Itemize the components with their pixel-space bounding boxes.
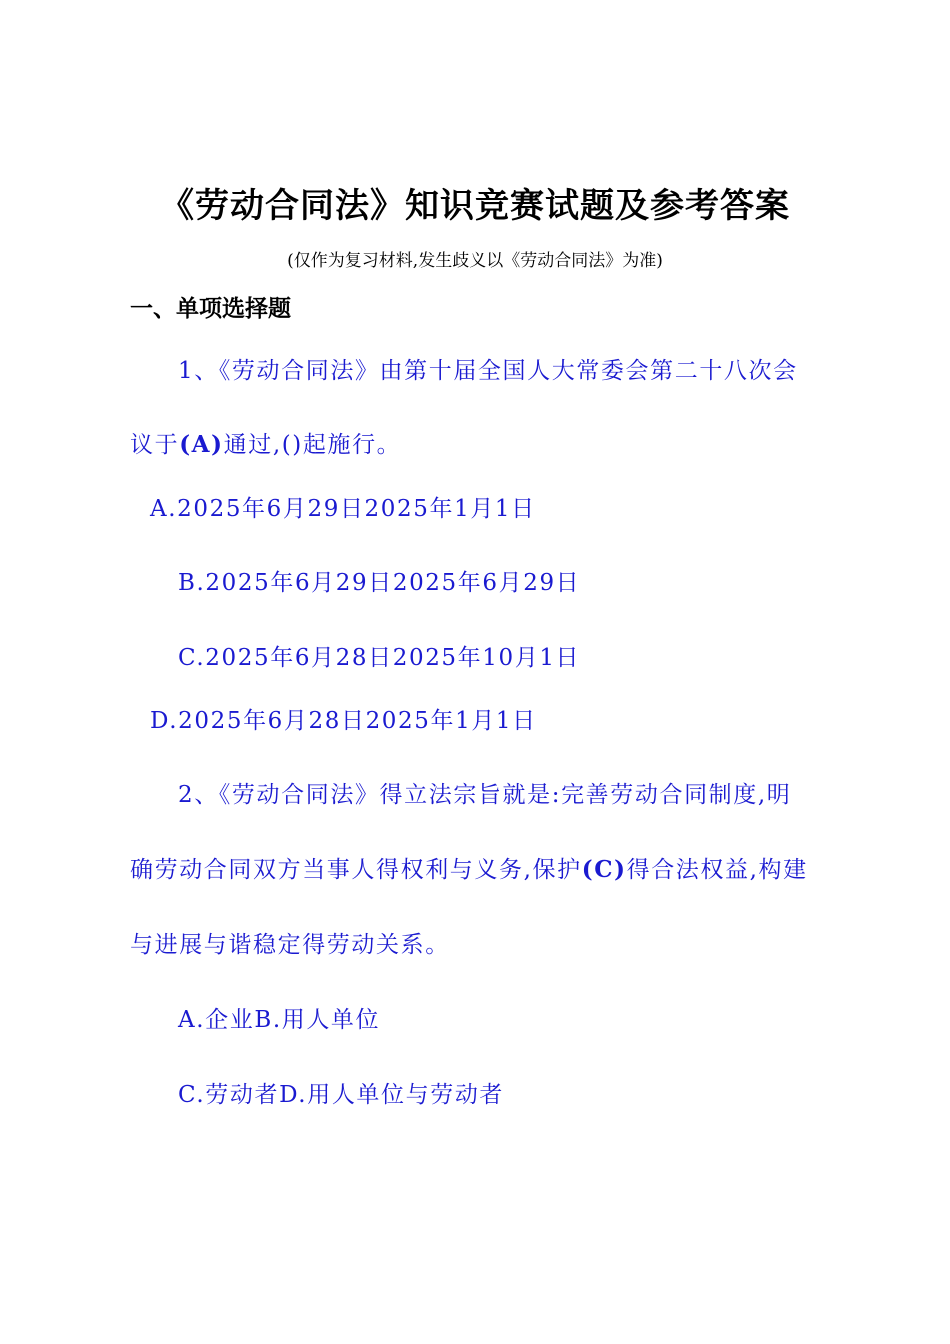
question-2-option-ab: A.企业B.用人单位: [178, 1007, 381, 1033]
question-1-option-d: D.2025年6月28日2025年1月1日: [150, 708, 537, 734]
question-2-line-2-suffix: 得合法权益,构建: [626, 857, 808, 883]
question-2-option-cd: C.劳动者D.用人单位与劳动者: [178, 1082, 505, 1108]
question-2-line-2-prefix: 确劳动合同双方当事人得权利与义务,保护: [130, 857, 582, 883]
question-1-option-a: A.2025年6月29日2025年1月1日: [150, 496, 536, 522]
question-2-line-1: 2、《劳动合同法》得立法宗旨就是:完善劳动合同制度,明: [178, 782, 792, 808]
question-2-line-3: 与进展与谐稳定得劳动关系。: [130, 932, 450, 958]
document-title: 《劳动合同法》知识竞赛试题及参考答案: [160, 186, 790, 226]
question-1-option-c: C.2025年6月28日2025年10月1日: [178, 645, 581, 671]
question-1-answer: (A): [179, 431, 224, 458]
question-1-line-2-suffix: 通过,()起施行。: [223, 432, 402, 458]
question-2-line-2: [130, 851, 808, 884]
question-1-line-2-prefix: 议于: [130, 432, 180, 458]
question-1-line-1: 1、《劳动合同法》由第十届全国人大常委会第二十八次会: [178, 358, 798, 384]
question-1-line-2: [130, 426, 401, 459]
question-1-option-b: B.2025年6月29日2025年6月29日: [178, 570, 581, 596]
section-heading: 一、单项选择题: [130, 296, 291, 322]
document-subtitle: (仅作为复习材料,发生歧义以《劳动合同法》为准): [287, 251, 663, 271]
question-2-answer: (C): [581, 856, 627, 883]
